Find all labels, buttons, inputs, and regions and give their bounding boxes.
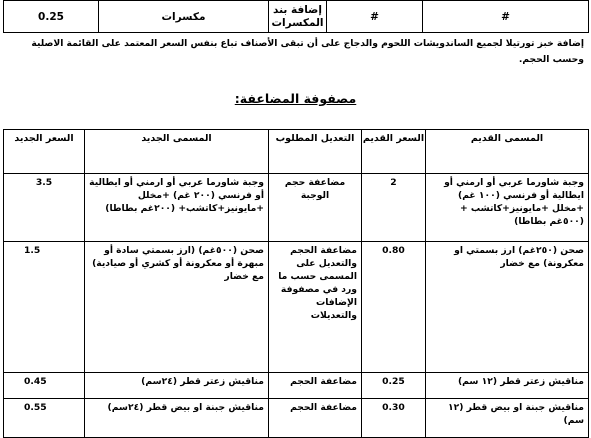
top-cell-hash-2: # xyxy=(327,1,423,33)
cell-new-price: 1.5 xyxy=(4,242,85,373)
cell-modification: مضاعفة الحجم xyxy=(269,373,362,399)
cell-old-name: وجبة شاورما عربي أو ارمني أو ايطالية أو فرنسي (١٠٠ غم) +مخلل +مايونيز+كاتشب + (٥٠٠غم بطاطا) xyxy=(426,174,589,242)
top-cell-add-item: إضافة بند المكسرات xyxy=(269,1,327,33)
header-modification: التعديل المطلوب xyxy=(269,130,362,174)
cell-new-price: 3.5 xyxy=(4,174,85,242)
cell-old-price: 2 xyxy=(362,174,426,242)
top-cell-item-name: مكسرات xyxy=(99,1,269,33)
cell-modification: مضاعفة الحجم والتعديل على المسمى حسب ما ورد في مصفوفة الإضافات والتعديلات xyxy=(269,242,362,373)
cell-new-name: مناقيش زعتر قطر (٢٤سم) xyxy=(85,373,269,399)
cell-old-name: مناقيش زعتر قطر (١٢ سم) xyxy=(426,373,589,399)
cell-new-name: مناقيش جبنة او بيض قطر (٢٤سم) xyxy=(85,399,269,438)
cell-old-price: 0.80 xyxy=(362,242,426,373)
table-row xyxy=(4,399,589,438)
cell-new-price: 0.45 xyxy=(4,373,85,399)
top-cell-hash-1: # xyxy=(423,1,589,33)
table-row xyxy=(4,242,589,373)
table-row xyxy=(4,174,589,242)
top-cell-price: 0.25 xyxy=(4,1,99,33)
header-old-price: السعر القديم xyxy=(362,130,426,174)
top-table xyxy=(3,0,589,33)
section-title xyxy=(0,91,591,106)
matrix-table xyxy=(3,129,589,438)
top-row xyxy=(4,1,589,33)
header-new-name: المسمى الجديد xyxy=(85,130,269,174)
note-text: إضافة خبز تورتيلا لجميع الساندويشات اللحوم والدجاج على أن تبقى الأصناف تباع بنفس السعر المعتمد على القائمة الاصلية وحسب الحجم. xyxy=(31,38,584,65)
section-title-text: مصفوفة المضاعفة: xyxy=(234,91,357,106)
table-row xyxy=(4,373,589,399)
header-new-price: السعر الجديد xyxy=(4,130,85,174)
cell-old-name: صحن (٢٥٠غم) ارز بسمتي او معكرونة) مع خضار xyxy=(426,242,589,373)
cell-modification: مضاعفة حجم الوجبة xyxy=(269,174,362,242)
cell-new-name: صحن (٥٠٠غم) (ارز بسمتي سادة أو مبهرة أو معكرونة أو كشري أو صيادية) مع خضار xyxy=(85,242,269,373)
cell-old-price: 0.30 xyxy=(362,399,426,438)
cell-new-price: 0.55 xyxy=(4,399,85,438)
cell-modification: مضاعفة الحجم xyxy=(269,399,362,438)
header-row xyxy=(4,130,589,174)
header-old-name: المسمى القديم xyxy=(426,130,589,174)
cell-new-name: وجبة شاورما عربي أو ارمني أو ايطالية أو فرنسي (٢٠٠ غم) +مخلل +مايونيز+كاتشب+ (٢٠٠غم بطاطا) xyxy=(85,174,269,242)
cell-old-price: 0.25 xyxy=(362,373,426,399)
cell-old-name: مناقيش جبنة او بيض قطر (١٢ سم) xyxy=(426,399,589,438)
